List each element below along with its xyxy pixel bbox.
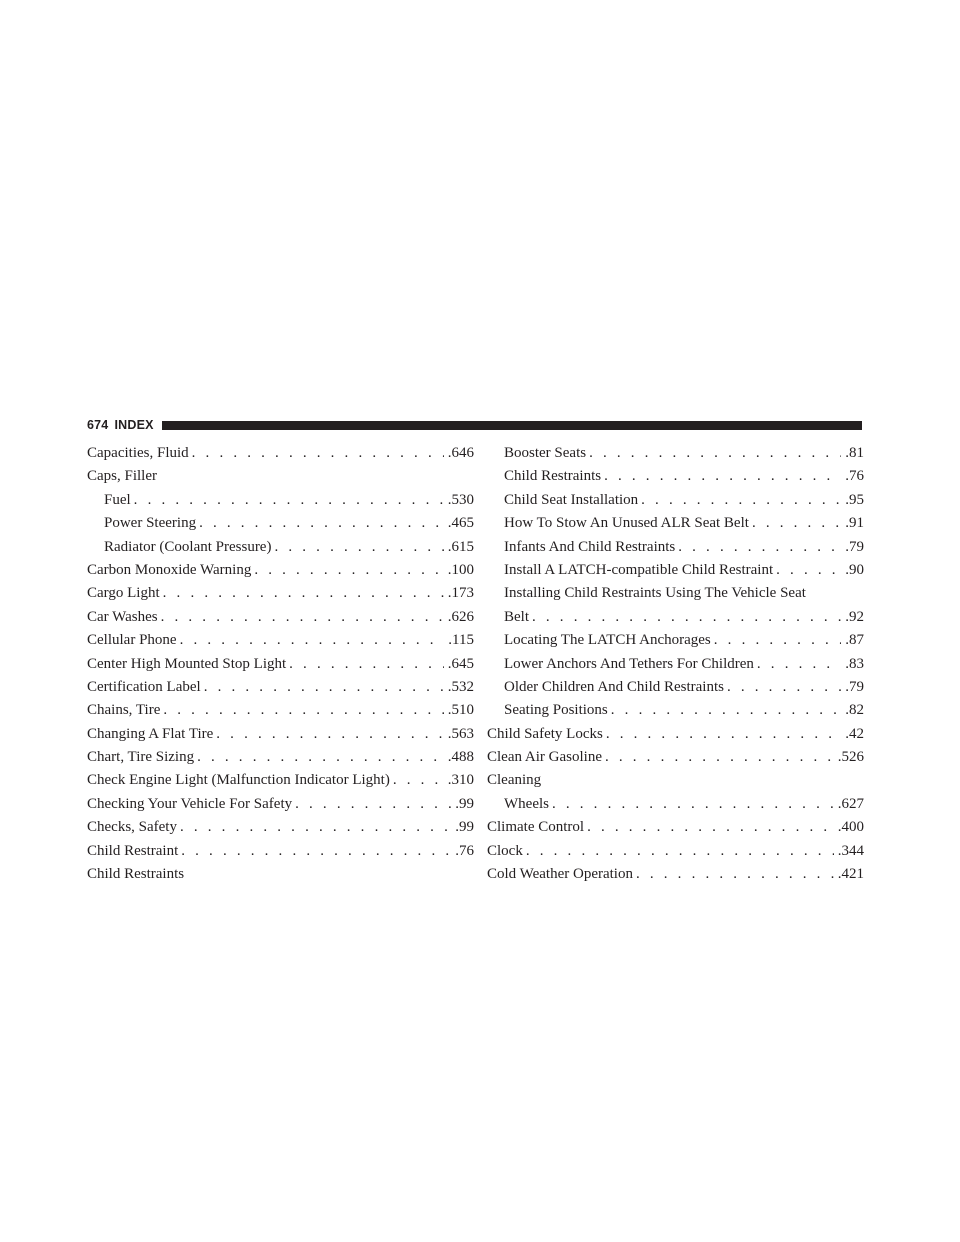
entry-page-number: .532 — [447, 678, 474, 695]
entry-label: Cellular Phone — [87, 632, 177, 649]
dot-leader — [163, 582, 444, 605]
entry-page-number: .115 — [448, 632, 474, 649]
dot-leader — [589, 442, 841, 465]
entry-page-number: .526 — [837, 749, 864, 766]
index-subentry — [87, 536, 474, 559]
entry-page-number: .563 — [447, 725, 474, 742]
entry-label: Caps, Filler — [87, 468, 157, 485]
entry-page-number: .92 — [845, 608, 864, 625]
dot-leader — [199, 512, 444, 535]
entry-label: Cold Weather Operation — [487, 866, 633, 883]
dot-leader — [605, 746, 834, 769]
index-entry — [487, 863, 864, 886]
entry-label: Wheels — [504, 795, 549, 812]
entry-page-number: .87 — [845, 632, 864, 649]
index-subentry — [487, 606, 864, 629]
entry-page-number: .79 — [845, 678, 864, 695]
entry-page-number: .99 — [455, 795, 474, 812]
index-subentry — [87, 512, 474, 535]
entry-label: Clean Air Gasoline — [487, 749, 602, 766]
entry-label: Fuel — [104, 491, 131, 508]
entry-label: Changing A Flat Tire — [87, 725, 214, 742]
entry-label: Cleaning — [487, 772, 542, 789]
entry-label: Car Washes — [87, 608, 158, 625]
index-subentry — [487, 793, 864, 816]
index-subentry — [487, 559, 864, 582]
index-entry — [87, 816, 474, 839]
dot-leader — [181, 840, 451, 863]
dot-leader — [714, 629, 841, 652]
dot-leader — [134, 489, 444, 512]
section-title: INDEX — [114, 418, 154, 432]
dot-leader — [636, 863, 834, 886]
dot-leader — [163, 699, 443, 722]
index-subentry — [487, 582, 864, 605]
entry-page-number: .646 — [447, 445, 474, 461]
entry-label: Checking Your Vehicle For Safety — [87, 795, 293, 812]
dot-leader — [611, 699, 841, 722]
entry-label: Child Restraint — [87, 842, 179, 859]
entry-page-number: .82 — [845, 702, 864, 719]
dot-leader — [727, 676, 841, 699]
entry-label: Installing Child Restraints Using The Vehicle Seat — [504, 585, 806, 602]
entry-label: Seating Positions — [504, 702, 608, 719]
entry-label: Booster Seats — [504, 445, 587, 461]
index-subentry — [487, 536, 864, 559]
index-entry — [87, 442, 474, 465]
index-entry — [487, 746, 864, 769]
entry-label: Child Restraints — [87, 866, 185, 883]
entry-page-number: .83 — [845, 655, 864, 672]
entry-page-number: .421 — [837, 866, 864, 883]
index-column-left — [87, 442, 474, 886]
dot-leader — [606, 723, 841, 746]
entry-label: Check Engine Light (Malfunction Indicator Light) — [87, 772, 390, 789]
entry-page-number: .510 — [447, 702, 474, 719]
entry-label: Checks, Safety — [87, 819, 177, 836]
entry-page-number: .90 — [845, 561, 864, 578]
dot-leader — [552, 793, 834, 816]
entry-page-number: .530 — [447, 491, 474, 508]
dot-leader — [526, 840, 834, 863]
entry-page-number: .76 — [845, 468, 864, 485]
entry-label: Child Seat Installation — [504, 491, 639, 508]
entry-label: Older Children And Child Restraints — [504, 678, 724, 695]
entry-page-number: .400 — [837, 819, 864, 836]
entry-page-number: .615 — [447, 538, 474, 555]
entry-page-number: .344 — [837, 842, 864, 859]
index-entry — [87, 746, 474, 769]
index-entry — [487, 723, 864, 746]
index-entry — [87, 793, 474, 816]
entry-label: Install A LATCH-compatible Child Restraint — [504, 561, 774, 578]
dot-leader — [161, 606, 444, 629]
index-entry — [87, 840, 474, 863]
entry-page-number: .76 — [455, 842, 474, 859]
dot-leader — [752, 512, 841, 535]
entry-label: Lower Anchors And Tethers For Children — [504, 655, 754, 672]
index-subentry — [487, 699, 864, 722]
entry-label: Child Restraints — [504, 468, 602, 485]
dot-leader — [295, 793, 451, 816]
index-subentry — [87, 489, 474, 512]
entry-label: Chains, Tire — [87, 702, 161, 719]
page-header — [87, 416, 862, 434]
index-entry — [87, 465, 474, 488]
index-subentry — [487, 489, 864, 512]
entry-label: Infants And Child Restraints — [504, 538, 676, 555]
index-entry — [487, 840, 864, 863]
entry-page-number: .81 — [845, 445, 864, 461]
index-entry — [87, 559, 474, 582]
dot-leader — [197, 746, 444, 769]
index-entry — [87, 582, 474, 605]
entry-page-number: .95 — [845, 491, 864, 508]
index-subentry — [487, 512, 864, 535]
entry-label: Radiator (Coolant Pressure) — [104, 538, 272, 555]
dot-leader — [776, 559, 841, 582]
entry-page-number: .626 — [447, 608, 474, 625]
index-entry — [87, 629, 474, 652]
entry-label: Climate Control — [487, 819, 585, 836]
entry-page-number: .99 — [455, 819, 474, 836]
entry-label: Center High Mounted Stop Light — [87, 655, 287, 672]
dot-leader — [192, 442, 444, 465]
entry-page-number: .465 — [447, 515, 474, 532]
entry-label: How To Stow An Unused ALR Seat Belt — [504, 515, 749, 532]
entry-label: Cargo Light — [87, 585, 160, 602]
index-subentry — [487, 653, 864, 676]
entry-page-number: .645 — [447, 655, 474, 672]
entry-label: Clock — [487, 842, 523, 859]
dot-leader — [393, 769, 444, 792]
entry-label: Certification Label — [87, 678, 201, 695]
entry-page-number: .310 — [447, 772, 474, 789]
entry-page-number: .100 — [447, 561, 474, 578]
entry-label: Chart, Tire Sizing — [87, 749, 195, 766]
index-entry — [87, 676, 474, 699]
entry-label: Capacities, Fluid — [87, 445, 189, 461]
dot-leader — [216, 723, 443, 746]
index-entry — [487, 816, 864, 839]
entry-page-number: .42 — [845, 725, 864, 742]
entry-page-number: .173 — [447, 585, 474, 602]
dot-leader — [587, 816, 834, 839]
entry-page-number: .627 — [837, 795, 864, 812]
dot-leader — [289, 653, 444, 676]
entry-label: Belt — [504, 608, 529, 625]
index-entry — [87, 769, 474, 792]
dot-leader — [180, 816, 451, 839]
dot-leader — [532, 606, 841, 629]
index-entry — [87, 699, 474, 722]
dot-leader — [204, 676, 444, 699]
dot-leader — [757, 653, 841, 676]
entry-page-number: .79 — [845, 538, 864, 555]
dot-leader — [180, 629, 445, 652]
dot-leader — [254, 559, 443, 582]
index-subentry — [487, 442, 864, 465]
header-rule — [162, 421, 862, 430]
entry-label: Carbon Monoxide Warning — [87, 561, 252, 578]
dot-leader — [274, 536, 443, 559]
index-entry — [87, 863, 474, 886]
index-entry — [87, 606, 474, 629]
page-number: 674 — [87, 418, 109, 432]
index-entry — [87, 653, 474, 676]
entry-page-number: .91 — [845, 515, 864, 532]
entry-page-number: .488 — [447, 749, 474, 766]
dot-leader — [678, 536, 841, 559]
index-subentry — [487, 629, 864, 652]
entry-label: Locating The LATCH Anchorages — [504, 632, 711, 649]
index-column-right — [487, 442, 864, 886]
entry-label: Child Safety Locks — [487, 725, 603, 742]
dot-leader — [641, 489, 841, 512]
index-entry — [87, 723, 474, 746]
index-subentry — [487, 676, 864, 699]
index-entry — [487, 769, 864, 792]
dot-leader — [604, 465, 841, 488]
entry-label: Power Steering — [104, 515, 197, 532]
index-subentry — [487, 465, 864, 488]
